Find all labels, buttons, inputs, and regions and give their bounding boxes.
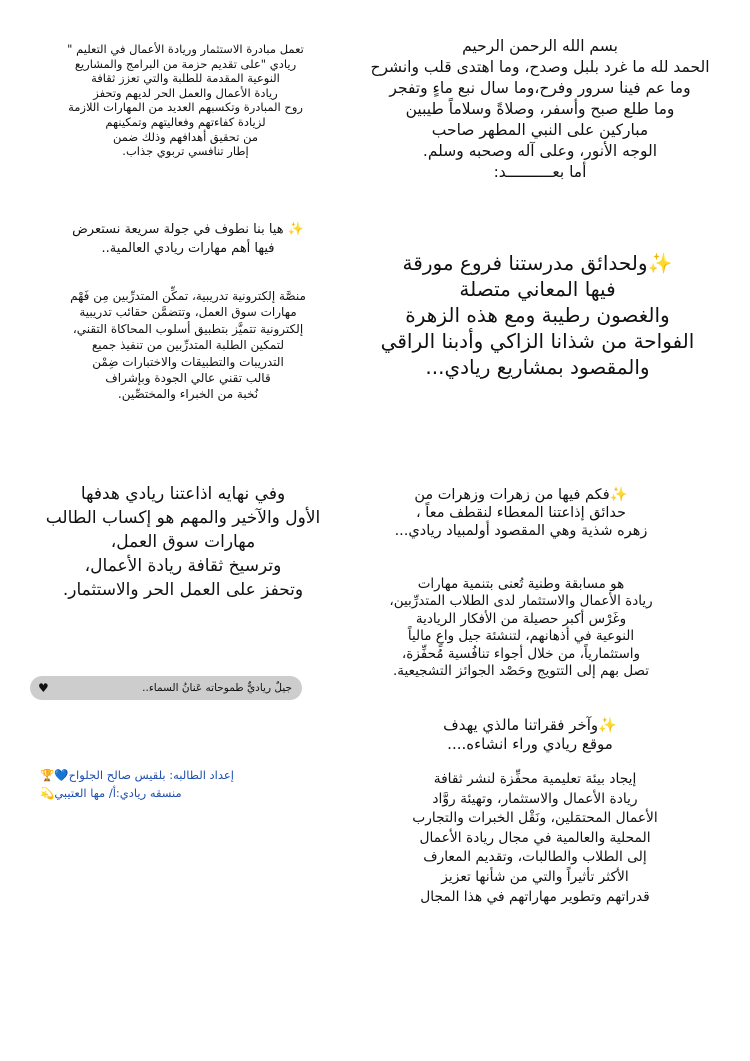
intro-line: الحمد لله ما غرد بلبل وصدح، وما اهتدى قلب وانشرح: [370, 58, 710, 76]
flowers-line: حدائق إذاعتنا المعطاء لنقطف معاً ،: [416, 505, 626, 521]
tour-heading-line: ✨ هيا بنا نطوف في جولة سريعة نستعرض: [72, 222, 304, 237]
goal-line: الأعمال المحتمَلين، ونَقْل الخبرات والتجارب: [412, 810, 658, 827]
garden-heading-block: [330, 250, 745, 380]
intro-line: مباركين على النبي المطهر صاحب: [431, 121, 649, 139]
last-segment-line: موقع ريادي وراء انشاءه....: [447, 735, 613, 753]
ryadi-description-line: من تحقيق أهدافهم وذلك ضمن: [112, 129, 259, 144]
credits-block: [40, 766, 300, 802]
contest-line: تصل بهم إلى التتويج وحَصْد الجوائز التشجيعية.: [392, 663, 650, 680]
goal-description-block: [340, 770, 730, 907]
ending-line: مهارات سوق العمل،: [110, 532, 256, 552]
platform-line: مهارات سوق العمل، وتتضمَّن حقائب تدريبية: [79, 305, 297, 320]
ending-line: وفي نهايه اذاعتنا ريادي هدفها: [80, 484, 286, 504]
ryadi-description-line: روح المبادرة وتكسبهم العديد من المهارات اللازمة: [68, 100, 303, 115]
platform-line: منصَّة إلكترونية تدريبية، تمكِّن المتدرِّبين مِن فَهْم: [70, 289, 306, 303]
prepared-by-text: إعداد الطالبه: بلقيس صالح الجلواح💙🏆: [40, 768, 234, 782]
ending-block: [22, 482, 344, 602]
platform-line: لتمكين الطلبة المتدرِّبين من تنفيذ جميع: [91, 338, 285, 353]
goal-line: الأكثر تأثيراً والتي من شأنها تعزيز: [441, 868, 629, 885]
goal-line: المحلية والعالمية في مجال ريادة الأعمال: [419, 829, 651, 846]
goal-line: قدراتهم وتطوير مهاراتهم في هذا المجال: [420, 888, 650, 905]
last-segment-heading-block: [330, 716, 730, 754]
goal-line: إيجاد بيئة تعليمية محفِّزة لنشر ثقافة: [433, 771, 637, 787]
contest-description-block: [306, 576, 736, 680]
black-heart-icon: ♥: [38, 681, 49, 695]
garden-line: والمقصود بمشاريع ريادي...: [425, 355, 650, 379]
contest-line: واستثمارياً، من خلال أجواء تنافُسية مُحفِّزة،: [401, 645, 641, 662]
ending-line: وترسيخ ثقافة ريادة الأعمال،: [84, 556, 282, 576]
platform-line: نُخبة من الخبراء والمختصِّين.: [117, 387, 259, 402]
garden-line: ✨ولحدائق مدرستنا فروع مورقة: [402, 251, 673, 275]
ryadi-description-line: لزيادة كفاءتهم وفعاليتهم وتمكينهم: [105, 114, 266, 129]
goal-line: إلى الطلاب والطالبات، وتقديم المعارف: [423, 849, 647, 866]
last-segment-line: ✨وآخر فقراتنا مالذي يهدف: [443, 716, 617, 734]
garden-line: الفواحة من شذانا الزاكي وأدبنا الراقي: [380, 329, 695, 353]
intro-line: بسم الله الرحمن الرحيم: [462, 37, 618, 55]
ryadi-description-line: تعمل مبادرة الاستثمار وريادة الأعمال في التعليم ": [67, 42, 304, 56]
intro-block: [340, 36, 740, 183]
intro-line: أما بعــــــــــد:: [493, 163, 587, 181]
intro-line: الوجه الأنور، وعلى آله وصحبه وسلم.: [422, 142, 658, 160]
coordinator-text: منسقه ريادي:أ/ مها العتيبي💫: [40, 786, 182, 800]
flowers-line: ✨فكم فيها من زهرات وزهرات من: [414, 487, 628, 503]
tour-heading-block: [18, 220, 358, 258]
flowers-heading-block: [306, 486, 736, 540]
ryadi-description-line: ريادي "على تقديم حزمة من البرامج والمشاريع: [74, 56, 297, 71]
garden-line: والغصون رطيبة ومع هذه الزهرة: [405, 303, 670, 327]
contest-line: النوعية في أذهانهم، لتنشئة جيل واعٍ مالياً: [407, 628, 635, 645]
ryadi-description-line: النوعية المقدمة للطلبة والتي تعزز ثقافة: [91, 71, 280, 86]
garden-line: فيها المعاني متصلة: [459, 277, 616, 301]
intro-line: وما عم فينا سرور وفرح،وما سال نبع ماءٍ وتفجر: [389, 79, 691, 97]
platform-line: التدريبات والتطبيقات والاختبارات ضِمْن: [92, 354, 284, 369]
goal-line: ريادة الأعمال والاستثمار، وتهيئة روَّاد: [432, 790, 638, 807]
ending-line: وتحفز على العمل الحر والاستثمار.: [62, 580, 304, 600]
contest-line: ريادة الأعمال والاستثمار لدى الطلاب المتدرِّبين،: [389, 593, 653, 610]
platform-line: قالب تقني عالي الجودة وبإشراف: [105, 371, 271, 386]
ryadi-description-block: [18, 42, 353, 159]
tour-heading-line: فيها أهم مهارات ريادي العالمية..: [101, 241, 275, 256]
ending-line: الأول والآخير والمهم هو إكساب الطالب: [45, 508, 321, 528]
platform-description-block: [18, 288, 358, 403]
ryadi-description-line: ريادة الأعمال والعمل الحر لديهم وتحفز: [93, 85, 278, 100]
ryadi-description-line: إطار تنافسي تربوي جذاب.: [122, 144, 249, 159]
motto-banner: [30, 676, 302, 700]
contest-line: هو مسابقة وطنية تُعنى بتنمية مهارات: [417, 576, 625, 592]
contest-line: وغَرْس أكبر حصيلة من الأفكار الريادية: [415, 610, 627, 627]
platform-line: إلكترونية تتميَّز بتطبيق أسلوب المحاكاة التقني،: [72, 321, 304, 336]
motto-text: جيلٌ رياديٌّ طموحاته عَنانُ السماء..: [142, 682, 292, 694]
intro-line: وما طلع صبح وأسفر، وصلاةً وسلاماً طيبين: [405, 100, 675, 118]
flowers-line: زهره شذية وهي المقصود أولمبياد ريادي...: [394, 523, 648, 539]
